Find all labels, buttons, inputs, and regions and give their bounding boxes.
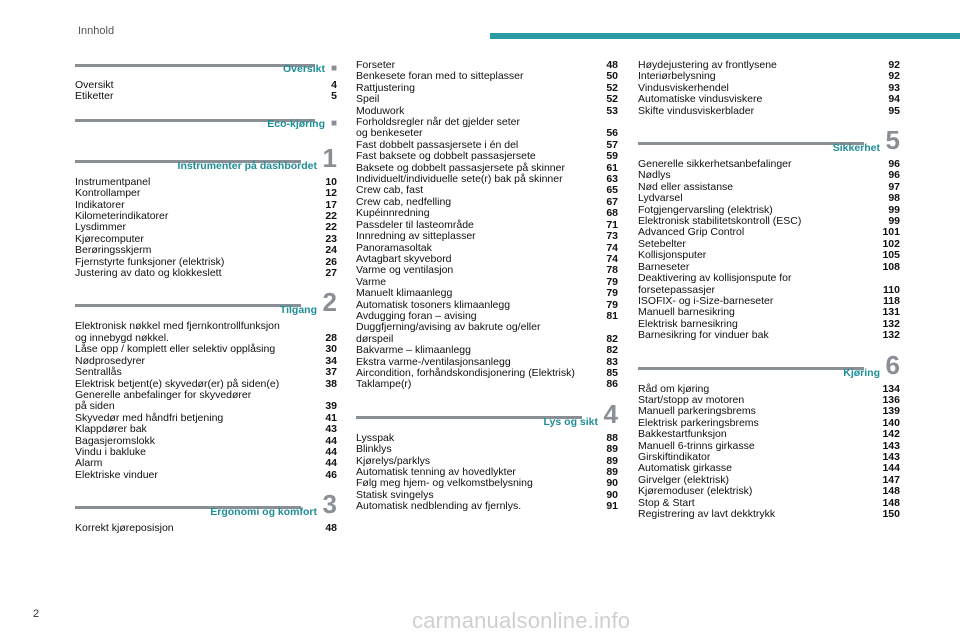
toc-column-1 xyxy=(75,60,337,547)
toc-entry-page: 74 xyxy=(606,252,618,265)
toc-entry-label: Kollisjonsputer xyxy=(638,249,707,262)
toc-entry-page: 71 xyxy=(606,218,618,231)
toc-entry-label: Kontrollamper xyxy=(75,187,141,200)
toc-entry-page: 68 xyxy=(606,207,618,220)
toc-entry-page: 5 xyxy=(331,90,337,103)
toc-entry[interactable] xyxy=(638,250,900,261)
toc-entry-label: Kjøremoduser (elektrisk) xyxy=(638,485,753,498)
section-ergonomi-og-komfort xyxy=(75,489,337,535)
toc-entry-page: 92 xyxy=(888,70,900,83)
toc-entry-page: 98 xyxy=(888,192,900,205)
toc-entry[interactable] xyxy=(638,486,900,497)
toc-entry-page: 132 xyxy=(882,317,900,330)
toc-entry-page: 82 xyxy=(606,332,618,345)
section-divider xyxy=(75,64,315,67)
toc-entry[interactable] xyxy=(356,501,618,512)
toc-entry-label: Kjørecomputer xyxy=(75,232,144,245)
toc-entry-label: Kjørelys/parklys xyxy=(356,454,431,467)
section-divider xyxy=(638,142,864,145)
section-number: 4 xyxy=(603,398,618,429)
toc-entry-label: Råd om kjøring xyxy=(638,382,710,395)
toc-entry-page: 10 xyxy=(325,175,337,188)
section-kj-ring xyxy=(638,349,900,521)
toc-entry-label: Girskiftindikator xyxy=(638,450,711,463)
toc-entry-label: Vindusviskerhendel xyxy=(638,81,729,94)
section-bullet-icon: ■ xyxy=(330,63,337,74)
toc-entry-page: 48 xyxy=(325,522,337,535)
section-bullet-icon: ■ xyxy=(330,117,337,129)
toc-entry[interactable] xyxy=(638,330,900,341)
toc-entry-label: Fast dobbelt passasjersete i én del xyxy=(356,138,519,151)
toc-entry[interactable] xyxy=(356,94,618,105)
toc-entry[interactable] xyxy=(638,509,900,520)
section-header xyxy=(75,60,337,80)
toc-entry-label: Aircondition, forhåndskondisjonering (Elektrisk) xyxy=(356,366,575,379)
toc-entry-label: Instrumentpanel xyxy=(75,175,151,188)
section-header xyxy=(75,115,337,135)
toc-entry-label: Benkesete foran med to sitteplasser xyxy=(356,70,524,83)
toc-entry[interactable] xyxy=(75,447,337,458)
toc-entry-page: 95 xyxy=(888,104,900,117)
toc-entry-page: 88 xyxy=(606,431,618,444)
toc-entry-label: Moduwork xyxy=(356,104,405,117)
toc-entry-label: Elektronisk stabilitetskontroll (ESC) xyxy=(638,215,802,228)
toc-entry[interactable] xyxy=(75,321,337,344)
toc-entry-page: 17 xyxy=(325,198,337,211)
toc-entry-label: Individuelt/individuelle sete(r) bak på skinner xyxy=(356,173,563,186)
section-title[interactable]: Ergonomi og komfort xyxy=(210,506,317,519)
section-number: 6 xyxy=(885,349,900,380)
toc-entry-page: 143 xyxy=(882,439,900,452)
toc-entry-label: Manuell barnesikring xyxy=(638,306,735,319)
toc-entry-page: 78 xyxy=(606,264,618,277)
toc-entry[interactable] xyxy=(638,273,900,296)
toc-entry-label: Etiketter xyxy=(75,90,114,103)
toc-entry-page: 93 xyxy=(888,81,900,94)
section-header xyxy=(638,349,900,384)
toc-entry-label: Bagasjeromslokk xyxy=(75,434,155,447)
toc-entry[interactable] xyxy=(356,288,618,299)
toc-entry[interactable] xyxy=(356,83,618,94)
section-header xyxy=(75,142,337,177)
toc-entry-label: Høydejustering av frontlysene xyxy=(638,59,777,71)
section-divider xyxy=(638,367,864,370)
toc-entry-page: 52 xyxy=(606,81,618,94)
toc-entry[interactable] xyxy=(638,307,900,318)
toc-entry-page: 94 xyxy=(888,93,900,106)
toc-entry-page: 44 xyxy=(325,434,337,447)
page-header-title: Innhold xyxy=(78,25,115,37)
toc-entry-page: 56 xyxy=(606,127,618,140)
toc-entry-page: 57 xyxy=(606,138,618,151)
section-title[interactable]: Lys og sikt xyxy=(543,415,598,428)
toc-entry-label: Kupéinnredning xyxy=(356,207,430,220)
toc-entry-page: 34 xyxy=(325,354,337,367)
toc-entry-page: 140 xyxy=(882,416,900,429)
toc-entry-label: Sentrallås xyxy=(75,366,122,379)
toc-entry-page: 52 xyxy=(606,93,618,106)
toc-entry-label: Varme og ventilasjon xyxy=(356,264,454,277)
toc-entry-label: Interiørbelysning xyxy=(638,70,716,83)
toc-entry[interactable] xyxy=(356,117,618,140)
toc-entry-page: 89 xyxy=(606,466,618,478)
section-title[interactable]: Kjøring xyxy=(843,366,880,379)
toc-entry-label: Fjernstyrte funksjoner (elektrisk) xyxy=(75,255,225,268)
section-tilgang xyxy=(75,287,337,481)
toc-entry-label: Speil xyxy=(356,93,380,106)
toc-entry-label: Elektrisk betjent(e) skyvedør(er) på siden(e) xyxy=(75,377,280,390)
toc-entry-label: Advanced Grip Control xyxy=(638,226,745,239)
toc-entry-page: 89 xyxy=(606,443,618,456)
toc-entry-page: 90 xyxy=(606,477,618,490)
toc-entry-label: Duggfjerning/avising av bakrute og/eller dørspeil xyxy=(356,321,541,345)
section-title[interactable]: Instrumenter på dashbordet xyxy=(177,159,317,172)
toc-entry-page: 85 xyxy=(606,366,618,379)
toc-entry-label: Girvelger (elektrisk) xyxy=(638,473,730,486)
toc-entry-page: 53 xyxy=(606,104,618,117)
toc-entry-page: 22 xyxy=(325,221,337,234)
toc-entry-page: 83 xyxy=(606,355,618,368)
toc-entry-page: 44 xyxy=(325,445,337,458)
toc-entry-label: Korrekt kjøreposisjon xyxy=(75,522,174,535)
toc-entry-page: 23 xyxy=(325,232,337,245)
section-title[interactable]: Tilgang xyxy=(279,304,317,317)
section-title[interactable]: Eco-kjøring xyxy=(267,117,325,130)
toc-entry-label: Lydvarsel xyxy=(638,192,683,205)
toc-entry-page: 96 xyxy=(888,158,900,171)
toc-entry[interactable] xyxy=(638,193,900,204)
toc-entry-label: Bakkestartfunksjon xyxy=(638,428,727,441)
section-instrumenter-pa-dashbordet xyxy=(75,142,337,280)
toc-entry[interactable] xyxy=(75,188,337,199)
toc-entry-page: 73 xyxy=(606,230,618,243)
section-header xyxy=(356,398,618,433)
toc-entry-label: Crew cab, nedfelling xyxy=(356,195,452,208)
section-number: 2 xyxy=(322,287,337,318)
toc-entry-page: 27 xyxy=(325,267,337,280)
toc-entry-page: 110 xyxy=(883,283,900,296)
toc-entry[interactable] xyxy=(75,80,337,91)
toc-entry-page: 99 xyxy=(888,215,900,228)
toc-entry-page: 24 xyxy=(325,244,337,257)
toc-entry-label: Stop & Start xyxy=(638,496,695,509)
toc-entry-page: 63 xyxy=(606,173,618,186)
toc-entry-label: Varme xyxy=(356,275,387,288)
section-sikkerhet xyxy=(638,125,900,342)
section-number: 5 xyxy=(885,125,900,156)
toc-entry-label: Manuell 6-trinns girkasse xyxy=(638,439,755,452)
section-title[interactable]: Oversikt xyxy=(282,63,325,75)
toc-entry-page: 41 xyxy=(325,411,337,424)
toc-entry[interactable] xyxy=(356,208,618,219)
watermark: carmanualsonline.info xyxy=(412,608,631,633)
toc-entry[interactable] xyxy=(356,151,618,162)
toc-entry-label: Statisk svingelys xyxy=(356,488,434,501)
toc-column-2 xyxy=(356,60,618,525)
toc-entry-label: Låse opp / komplett eller selektiv opplåsing xyxy=(75,343,276,356)
toc-entry-page: 143 xyxy=(882,450,900,463)
toc-entry-page: 118 xyxy=(883,294,900,307)
toc-entry-label: Elektrisk parkeringsbrems xyxy=(638,416,759,429)
toc-entry-page: 79 xyxy=(606,275,618,288)
toc-entry-label: Automatisk tenning av hovedlykter xyxy=(356,466,516,478)
toc-entry-label: Rattjustering xyxy=(356,81,415,94)
toc-entry-label: Fast baksete og dobbelt passasjersete xyxy=(356,150,536,163)
toc-entry-label: Automatisk nedblending av fjernlys. xyxy=(356,500,522,513)
header-accent-bar xyxy=(490,33,960,39)
section-title[interactable]: Sikkerhet xyxy=(832,142,880,155)
toc-entry-page: 46 xyxy=(325,468,337,481)
toc-entry-label: Berøringsskjerm xyxy=(75,244,152,257)
toc-entry-label: Panoramasoltak xyxy=(356,241,432,254)
toc-entry-label: Indikatorer xyxy=(75,198,125,211)
toc-entry-label: Elektrisk barnesikring xyxy=(638,317,738,330)
toc-entry-label: Ekstra varme-/ventilasjonsanlegg xyxy=(356,355,511,368)
toc-entry-page: 142 xyxy=(882,428,900,441)
toc-entry[interactable] xyxy=(75,424,337,435)
toc-entry[interactable] xyxy=(638,106,900,117)
section-lys-og-sikt xyxy=(356,398,618,513)
toc-entry-page: 102 xyxy=(882,237,900,250)
toc-entry[interactable] xyxy=(356,345,618,356)
toc-entry[interactable] xyxy=(638,159,900,170)
toc-entry-label: Lysspak xyxy=(356,431,395,444)
toc-entry-page: 30 xyxy=(325,343,337,356)
toc-entry-label: Forseter xyxy=(356,59,396,71)
toc-entry-label: Baksete og dobbelt passasjersete på skinner xyxy=(356,161,565,174)
toc-entry[interactable] xyxy=(75,523,337,534)
toc-entry-label: Oversikt xyxy=(75,79,114,91)
toc-entry-page: 144 xyxy=(882,462,900,475)
toc-entry-label: Kilometerindikatorer xyxy=(75,210,169,223)
toc-entry-page: 82 xyxy=(606,344,618,357)
toc-entry-label: Alarm xyxy=(75,457,103,470)
toc-entry[interactable] xyxy=(356,433,618,444)
toc-entry-label: Vindu i bakluke xyxy=(75,445,147,458)
toc-entry-page: 90 xyxy=(606,488,618,501)
section-header xyxy=(75,489,337,523)
section-oversikt xyxy=(75,60,337,103)
section-number: 3 xyxy=(322,489,337,520)
toc-entry-label: Innredning av sitteplasser xyxy=(356,230,476,243)
toc-entry-page: 97 xyxy=(888,180,900,193)
toc-entry-page: 101 xyxy=(882,226,900,239)
toc-entry-page: 108 xyxy=(882,260,900,273)
toc-entry[interactable] xyxy=(638,429,900,440)
toc-entry-page: 81 xyxy=(606,309,618,322)
toc-entry-label: Nødlys xyxy=(638,169,671,182)
section-header xyxy=(638,125,900,159)
toc-entry-page: 48 xyxy=(606,59,618,71)
toc-entry-label: Taklampe(r) xyxy=(356,378,412,391)
section-header xyxy=(75,287,337,321)
toc-entry-page: 4 xyxy=(331,79,337,91)
toc-entry-label: Følg meg hjem- og velkomstbelysning xyxy=(356,477,533,490)
toc-entry-label: Blinklys xyxy=(356,443,392,456)
toc-entry[interactable] xyxy=(356,231,618,242)
toc-entry-page: 86 xyxy=(606,378,618,391)
toc-entry-page: 136 xyxy=(882,393,900,406)
toc-entry-label: Avdugging foran – avising xyxy=(356,309,477,322)
toc-entry-page: 92 xyxy=(888,59,900,71)
toc-entry[interactable] xyxy=(356,444,618,455)
toc-entry-label: Automatiske vindusviskere xyxy=(638,93,763,106)
toc-entry-label: Automatisk tosoners klimaanlegg xyxy=(356,298,511,311)
toc-entry-page: 74 xyxy=(606,241,618,254)
section-divider xyxy=(75,304,301,307)
toc-entry-page: 37 xyxy=(325,366,337,379)
toc-entry-label: Generelle sikkerhetsanbefalinger xyxy=(638,158,792,171)
toc-entry-page: 65 xyxy=(606,184,618,197)
toc-entry-label: Elektriske vinduer xyxy=(75,468,158,481)
toc-entry-label: Lysdimmer xyxy=(75,221,126,234)
toc-entry[interactable] xyxy=(75,91,337,102)
toc-entry-label: Fotgjengervarsling (elektrisk) xyxy=(638,203,773,216)
toc-entry-label: Passdeler til lasteområde xyxy=(356,218,474,231)
toc-entry-label: Crew cab, fast xyxy=(356,184,424,197)
toc-entry-label: Forholdsregler når det gjelder seter og benkeseter xyxy=(356,116,521,140)
toc-entry-page: 147 xyxy=(882,473,900,486)
toc-entry-label: Deaktivering av kollisjonspute for forsetepassasjer xyxy=(638,272,792,296)
toc-entry-label: Elektronisk nøkkel med fjernkontrollfunksjon og innebygd nøkkel. xyxy=(75,320,280,344)
toc-entry-page: 99 xyxy=(888,203,900,216)
toc-entry[interactable] xyxy=(75,245,337,256)
page-number: 2 xyxy=(33,608,40,620)
toc-entry-label: ISOFIX- og i-Size-barneseter xyxy=(638,294,774,307)
toc-entry-page: 28 xyxy=(325,331,337,344)
toc-entry-page: 50 xyxy=(606,70,618,83)
toc-entry[interactable] xyxy=(356,379,618,390)
toc-entry-page: 79 xyxy=(606,287,618,300)
toc-entry-page: 43 xyxy=(325,423,337,436)
section-continued xyxy=(638,60,900,117)
toc-entry-label: Manuell parkeringsbrems xyxy=(638,405,756,418)
section-eco-kj-ring xyxy=(75,115,337,135)
toc-entry-page: 131 xyxy=(882,306,900,319)
toc-entry-label: Avtagbart skyvebord xyxy=(356,252,452,265)
toc-entry-page: 59 xyxy=(606,150,618,163)
toc-entry[interactable] xyxy=(75,344,337,355)
toc-entry-page: 132 xyxy=(882,329,900,342)
toc-entry[interactable] xyxy=(356,265,618,276)
toc-entry-label: Barnesikring for vinduer bak xyxy=(638,329,769,342)
toc-entry-label: Skyvedør med håndfri betjening xyxy=(75,411,224,424)
toc-entry-label: Nødprosedyrer xyxy=(75,354,146,367)
toc-column-3 xyxy=(638,60,900,532)
toc-entry-page: 38 xyxy=(325,377,337,390)
toc-entry-page: 105 xyxy=(882,249,900,262)
toc-entry-page: 39 xyxy=(325,400,337,413)
toc-entry-label: Nød eller assistanse xyxy=(638,180,734,193)
toc-entry-page: 150 xyxy=(882,508,900,520)
toc-entry-label: Klappdører bak xyxy=(75,423,147,436)
toc-entry-label: Generelle anbefalinger for skyvedører på siden xyxy=(75,388,252,413)
toc-entry[interactable] xyxy=(356,322,618,345)
toc-entry[interactable] xyxy=(75,470,337,481)
toc-entry-page: 134 xyxy=(882,382,900,395)
toc-entry-label: Setebelter xyxy=(638,237,686,250)
toc-entry-label: Barneseter xyxy=(638,260,690,273)
toc-entry-page: 139 xyxy=(882,405,900,418)
toc-entry[interactable] xyxy=(75,268,337,279)
toc-entry-label: Automatisk girkasse xyxy=(638,462,732,475)
toc-entry-page: 44 xyxy=(325,457,337,470)
toc-entry[interactable] xyxy=(75,390,337,413)
toc-entry-page: 22 xyxy=(325,210,337,223)
toc-entry-page: 91 xyxy=(606,500,618,513)
toc-entry-page: 26 xyxy=(325,255,337,268)
toc-entry-label: Skifte vindusviskerblader xyxy=(638,104,755,117)
toc-entry-page: 148 xyxy=(882,496,900,509)
toc-entry[interactable] xyxy=(75,367,337,378)
toc-entry-page: 89 xyxy=(606,454,618,467)
toc-entry-page: 79 xyxy=(606,298,618,311)
toc-entry-page: 12 xyxy=(325,187,337,200)
toc-entry-page: 148 xyxy=(882,485,900,498)
section-continued xyxy=(356,60,618,391)
toc-entry-page: 96 xyxy=(888,169,900,182)
toc-entry[interactable] xyxy=(638,94,900,105)
toc-entry-page: 67 xyxy=(606,195,618,208)
toc-entry-label: Registrering av lavt dekktrykk xyxy=(638,508,776,520)
toc-entry-label: Justering av dato og klokkeslett xyxy=(75,267,222,280)
toc-entry-page: 61 xyxy=(606,161,618,174)
toc-entry-label: Start/stopp av motoren xyxy=(638,393,745,406)
toc-entry-label: Bakvarme – klimaanlegg xyxy=(356,344,471,357)
section-number: 1 xyxy=(322,142,337,173)
toc-entry-label: Manuelt klimaanlegg xyxy=(356,287,453,300)
